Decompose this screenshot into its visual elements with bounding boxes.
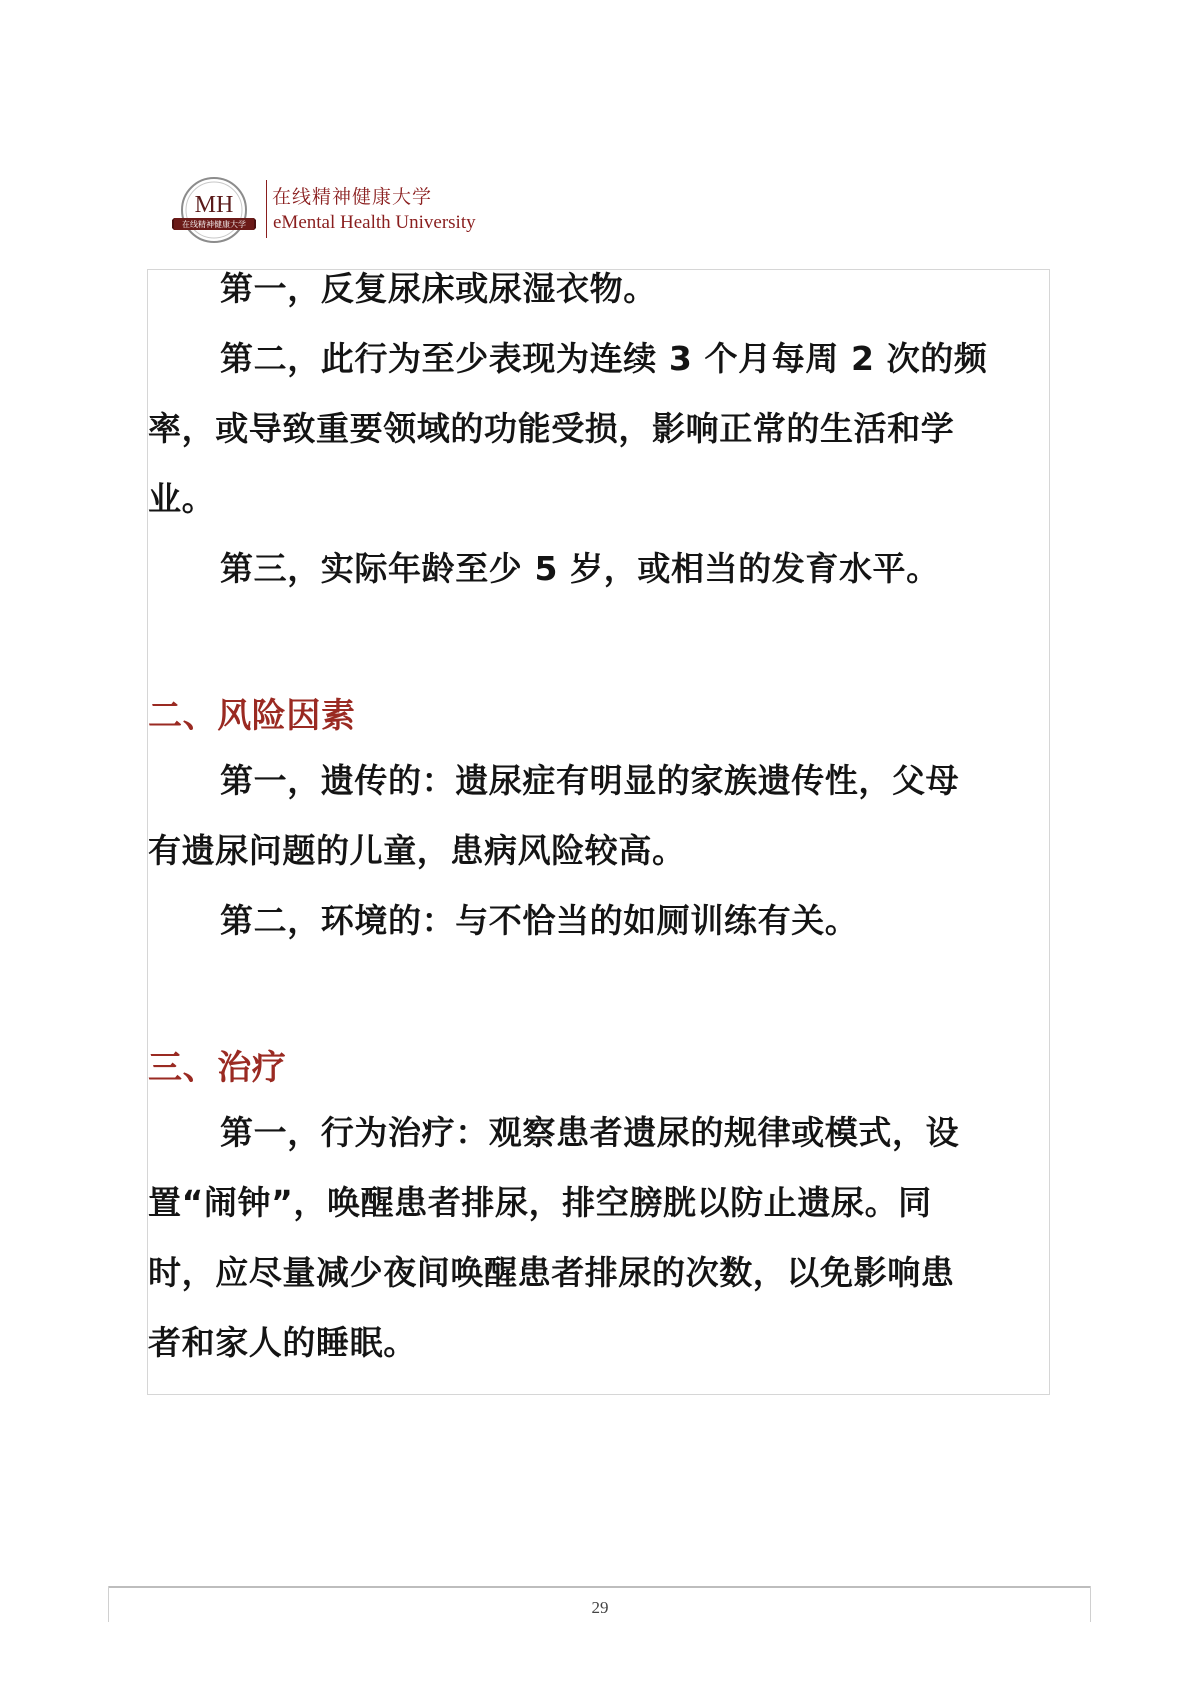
risk-factor-2 — [148, 886, 858, 956]
logo-english-name: eMental Health University — [273, 212, 476, 233]
criterion-3 — [148, 534, 940, 604]
university-seal-icon — [172, 176, 256, 244]
text-line: 有遗尿问题的儿童，患病风险较高。 — [148, 831, 686, 870]
text-line: 时，应尽量减少夜间唤醒患者排尿的次数，以免影响患 — [148, 1253, 955, 1292]
logo-divider — [266, 180, 267, 238]
footer-rule — [108, 1586, 1091, 1588]
logo-seal-letters: MH — [194, 192, 234, 218]
logo-seal-band-text: 在线精神健康大学 — [182, 220, 246, 229]
header-logo — [172, 176, 492, 246]
text-line: 第二，环境的：与不恰当的如厕训练有关。 — [220, 901, 859, 940]
text-line: 置“闹钟”，唤醒患者排尿，排空膀胱以防止遗尿。同 — [148, 1183, 932, 1222]
content-frame — [147, 269, 1050, 1395]
text-line: 率，或导致重要领域的功能受损，影响正常的生活和学 — [148, 409, 955, 448]
criterion-1 — [148, 254, 657, 324]
section-heading-risk-factors: 二、风险因素 — [148, 696, 356, 736]
risk-factor-1 — [148, 746, 959, 886]
logo-chinese-name: 在线精神健康大学 — [272, 186, 433, 208]
text-line: 第一，行为治疗：观察患者遗尿的规律或模式，设 — [220, 1113, 960, 1152]
treatment-1 — [148, 1098, 959, 1378]
text-line: 者和家人的睡眠。 — [148, 1323, 417, 1362]
text-line: 第一，遗传的：遗尿症有明显的家族遗传性，父母 — [220, 761, 960, 800]
text-line: 第三，实际年龄至少 5 岁，或相当的发育水平。 — [220, 549, 940, 588]
footer-edge-left — [108, 1586, 109, 1622]
section-heading-treatment: 三、治疗 — [148, 1048, 287, 1088]
text-line: 第一，反复尿床或尿湿衣物。 — [220, 269, 657, 308]
criterion-2 — [148, 324, 987, 534]
footer-edge-right — [1090, 1586, 1091, 1622]
text-line: 第二，此行为至少表现为连续 3 个月每周 2 次的频 — [220, 339, 988, 378]
page-number: 29 — [591, 1598, 609, 1617]
text-line: 业。 — [148, 479, 216, 518]
